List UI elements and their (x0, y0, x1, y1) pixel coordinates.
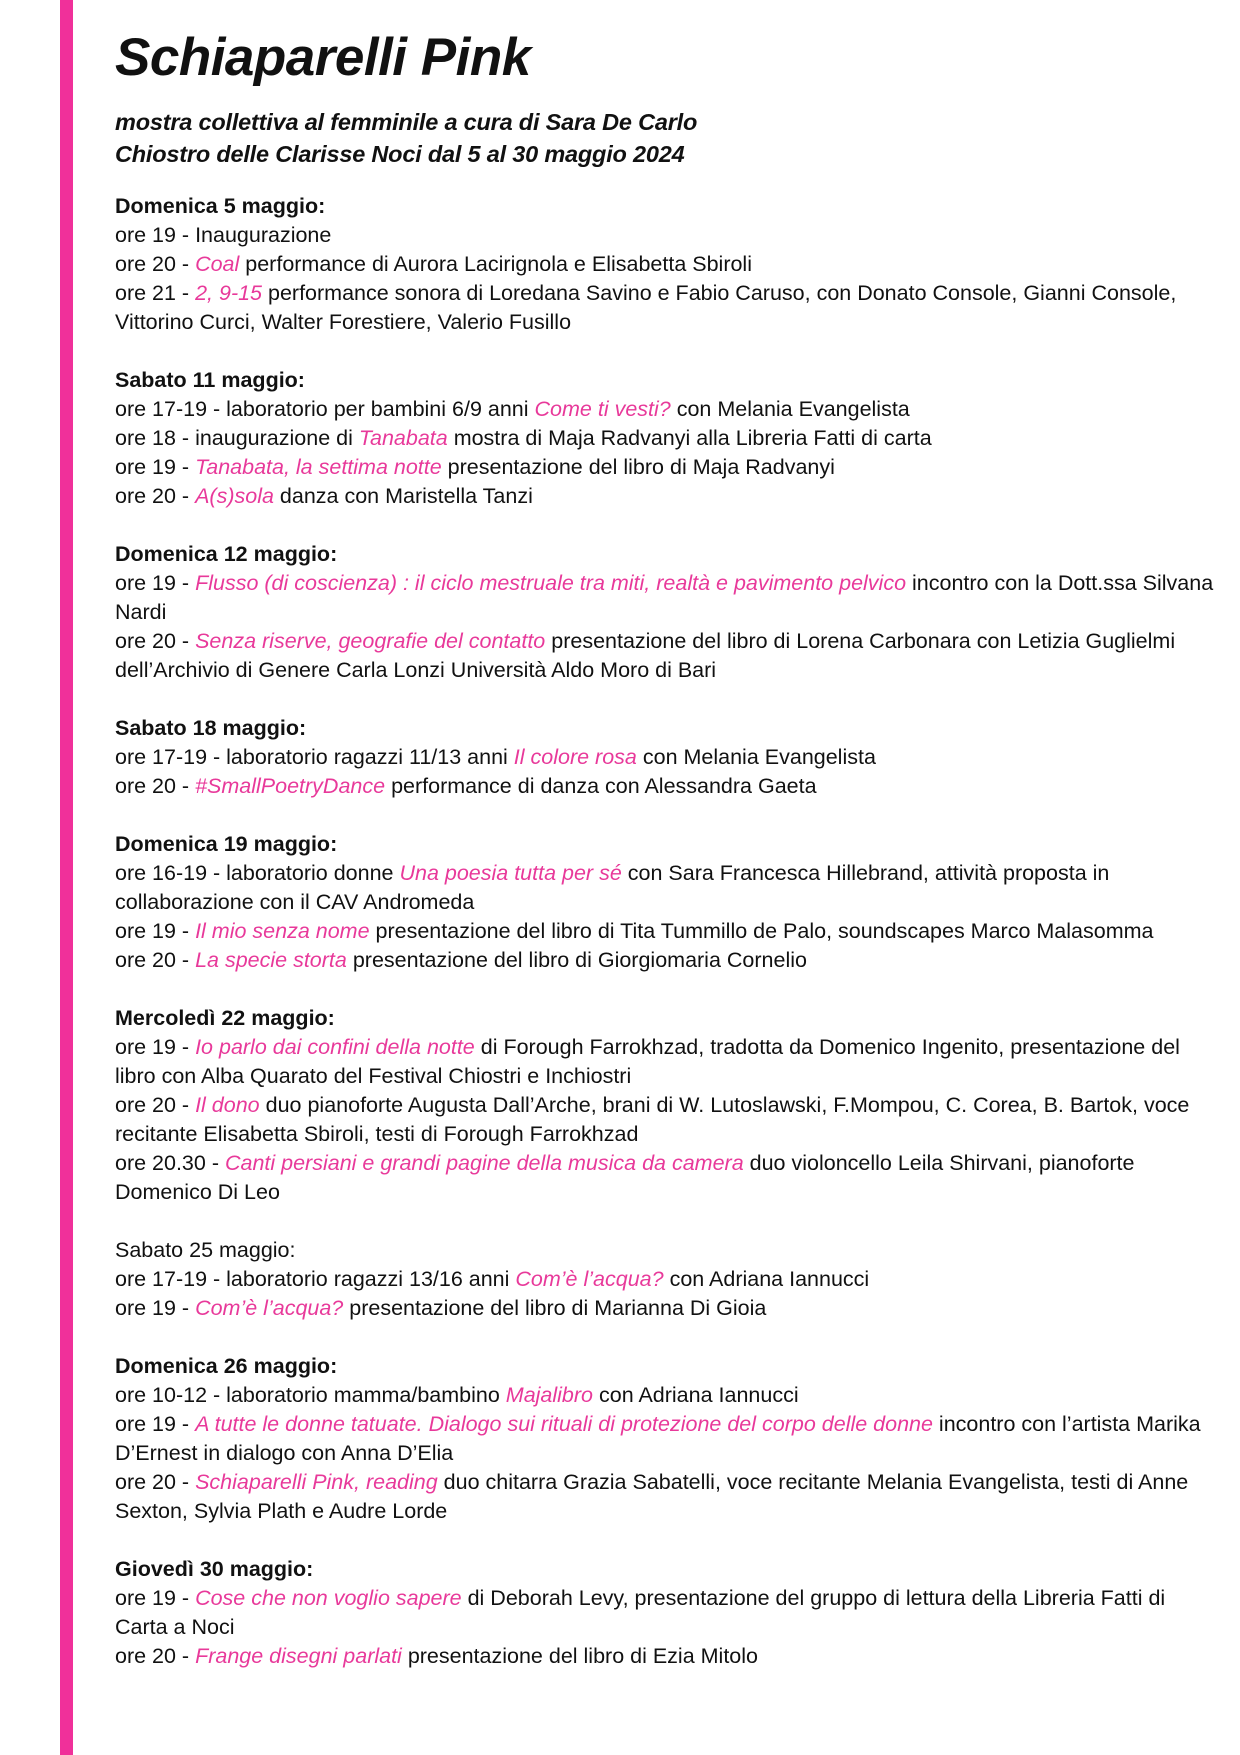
event-time-text: ore 20 - (115, 948, 196, 972)
event-description: con Melania Evangelista (670, 397, 910, 421)
event-description: di Deborah Levy, presentazione del gruppo di lettura della Libreria Fatti di Carta a Noci (115, 1586, 1166, 1639)
event-item (115, 743, 1215, 772)
event-item (115, 279, 1215, 337)
event-item (115, 250, 1215, 279)
event-item (115, 1410, 1215, 1468)
event-schedule (115, 192, 1215, 1671)
event-title: Com’è l’acqua? (515, 1267, 664, 1291)
event-description: presentazione del libro di Lorena Carbonara con Letizia Guglielmi dell’Archivio di Genere Carla Lonzi Università Aldo Moro di Bari (115, 629, 1176, 682)
document-title: Schiaparelli Pink (115, 28, 531, 87)
event-item (115, 1149, 1215, 1207)
day-header: Mercoledì 22 maggio: (115, 1006, 335, 1030)
day-header: Domenica 19 maggio: (115, 832, 338, 856)
event-description: performance di danza con Alessandra Gaeta (385, 774, 817, 798)
event-time-text: ore 18 - inaugurazione di (115, 426, 359, 450)
event-description: duo pianoforte Augusta Dall’Arche, brani di W. Lutoslawski, F.Mompou, C. Corea, B. Bartok, voce recitante Elisabetta Sbiroli, testi di Forough Farrokhzad (115, 1093, 1190, 1146)
event-description: presentazione del libro di Giorgiomaria Cornelio (346, 948, 807, 972)
event-time-text: ore 19 - Inaugurazione (115, 223, 332, 247)
event-title: Il colore rosa (513, 745, 637, 769)
event-title: Majalibro (505, 1383, 594, 1407)
event-item (115, 772, 1215, 801)
event-title: A(s)sola (195, 484, 274, 508)
event-description: presentazione del libro di Ezia Mitolo (401, 1644, 758, 1668)
document-subtitle (115, 106, 1215, 170)
event-time-text: ore 19 - (115, 919, 196, 943)
event-title: Una poesia tutta per sé (399, 861, 622, 885)
document-content (115, 24, 1215, 1700)
event-item (115, 1033, 1215, 1091)
event-title: Flusso (di coscienza) : il ciclo mestruale tra miti, realtà e pavimento pelvico (195, 571, 907, 595)
event-time-text: ore 20 - (115, 484, 196, 508)
event-title: Il mio senza nome (195, 919, 370, 943)
event-description: danza con Maristella Tanzi (273, 484, 533, 508)
event-time-text: ore 20 - (115, 1093, 196, 1117)
event-title: Coal (195, 252, 240, 276)
event-time-text: ore 20 - (115, 774, 196, 798)
event-time-text: ore 19 - (115, 571, 196, 595)
day-header: Giovedì 30 maggio: (115, 1557, 314, 1581)
event-item (115, 395, 1215, 424)
event-title: Come ti vesti? (534, 397, 671, 421)
event-description: mostra di Maja Radvanyi alla Libreria Fatti di carta (447, 426, 932, 450)
event-time-text: ore 10-12 - laboratorio mamma/bambino (115, 1383, 506, 1407)
event-time-text: ore 20 - (115, 1470, 196, 1494)
pink-accent-bar (60, 0, 73, 1755)
day-section (115, 540, 1215, 685)
event-item (115, 221, 1215, 250)
event-time-text: ore 20 - (115, 1644, 196, 1668)
event-title: A tutte le donne tatuate. Dialogo sui rituali di protezione del corpo delle donne (195, 1412, 933, 1436)
subtitle-curator: mostra collettiva al femminile a cura di Sara De Carlo (115, 109, 698, 135)
event-time-text: ore 19 - (115, 1586, 196, 1610)
event-time-text: ore 17-19 - laboratorio ragazzi 13/16 anni (115, 1267, 516, 1291)
event-time-text: ore 19 - (115, 1035, 196, 1059)
event-time-text: ore 17-19 - laboratorio ragazzi 11/13 anni (115, 745, 514, 769)
subtitle-venue-dates: Chiostro delle Clarisse Noci dal 5 al 30 maggio 2024 (115, 141, 685, 167)
event-title: Senza riserve, geografie del contatto (195, 629, 546, 653)
event-item (115, 1642, 1215, 1671)
event-item (115, 1265, 1215, 1294)
event-description: di Forough Farrokhzad, tradotta da Domenico Ingenito, presentazione del libro con Alba Quarato del Festival Chiostri e Inchiostri (115, 1035, 1180, 1088)
event-item (115, 453, 1215, 482)
event-item (115, 859, 1215, 917)
event-title: Tanabata (358, 426, 448, 450)
event-title: 2, 9-15 (195, 281, 263, 305)
event-title: #SmallPoetryDance (195, 774, 386, 798)
event-description: incontro con l’artista Marika D’Ernest in dialogo con Anna D’Elia (115, 1412, 1201, 1465)
day-section (115, 1352, 1215, 1526)
day-header: Domenica 12 maggio: (115, 542, 338, 566)
day-header: Sabato 18 maggio: (115, 716, 307, 740)
event-title: Il dono (195, 1093, 260, 1117)
event-time-text: ore 20 - (115, 629, 196, 653)
event-time-text: ore 20.30 - (115, 1151, 225, 1175)
event-description: presentazione del libro di Marianna Di Gioia (343, 1296, 767, 1320)
event-item (115, 627, 1215, 685)
event-time-text: ore 19 - (115, 1296, 196, 1320)
event-item (115, 482, 1215, 511)
event-description: performance sonora di Loredana Savino e Fabio Caruso, con Donato Console, Gianni Console, Vittorino Curci, Walter Forestiere, Valerio Fusillo (115, 281, 1177, 334)
event-time-text: ore 16-19 - laboratorio donne (115, 861, 400, 885)
event-description: presentazione del libro di Maja Radvanyi (441, 455, 835, 479)
event-item (115, 424, 1215, 453)
day-section (115, 192, 1215, 337)
day-section (115, 1555, 1215, 1671)
day-section (115, 1004, 1215, 1207)
event-title: Canti persiani e grandi pagine della musica da camera (224, 1151, 744, 1175)
event-title: La specie storta (195, 948, 347, 972)
event-description: incontro con la Dott.ssa Silvana Nardi (115, 571, 1214, 624)
day-header: Sabato 25 maggio: (115, 1238, 296, 1262)
event-item (115, 569, 1215, 627)
event-time-text: ore 19 - (115, 455, 196, 479)
event-description: con Adriana Iannucci (593, 1383, 799, 1407)
event-title: Cose che non voglio sapere (195, 1586, 462, 1610)
day-header: Sabato 11 maggio: (115, 368, 305, 392)
event-description: performance di Aurora Lacirignola e Elisabetta Sbiroli (239, 252, 752, 276)
event-title: Com’è l’acqua? (195, 1296, 344, 1320)
event-description: duo chitarra Grazia Sabatelli, voce recitante Melania Evangelista, testi di Anne Sexton, Sylvia Plath e Audre Lorde (115, 1470, 1189, 1523)
event-item (115, 1584, 1215, 1642)
event-item (115, 1468, 1215, 1526)
event-description: con Melania Evangelista (636, 745, 876, 769)
event-description: presentazione del libro di Tita Tummillo de Palo, soundscapes Marco Malasomma (369, 919, 1154, 943)
event-title: Frange disegni parlati (195, 1644, 402, 1668)
event-time-text: ore 20 - (115, 252, 196, 276)
event-description: con Adriana Iannucci (663, 1267, 870, 1291)
event-time-text: ore 19 - (115, 1412, 196, 1436)
event-title: Schiaparelli Pink, reading (195, 1470, 438, 1494)
day-section (115, 1236, 1215, 1323)
day-section (115, 830, 1215, 975)
event-description: con Sara Francesca Hillebrand, attività proposta in collaborazione con il CAV Andromeda (115, 861, 1110, 914)
event-description: duo violoncello Leila Shirvani, pianoforte Domenico Di Leo (115, 1151, 1135, 1204)
event-time-text: ore 17-19 - laboratorio per bambini 6/9 anni (115, 397, 535, 421)
event-item (115, 917, 1215, 946)
event-item (115, 1091, 1215, 1149)
event-title: Tanabata, la settima notte (195, 455, 442, 479)
event-item (115, 946, 1215, 975)
day-header: Domenica 5 maggio: (115, 194, 326, 218)
event-item (115, 1381, 1215, 1410)
day-header: Domenica 26 maggio: (115, 1354, 338, 1378)
event-time-text: ore 21 - (115, 281, 196, 305)
event-item (115, 1294, 1215, 1323)
day-section (115, 714, 1215, 801)
event-title: Io parlo dai confini della notte (195, 1035, 475, 1059)
day-section (115, 366, 1215, 511)
